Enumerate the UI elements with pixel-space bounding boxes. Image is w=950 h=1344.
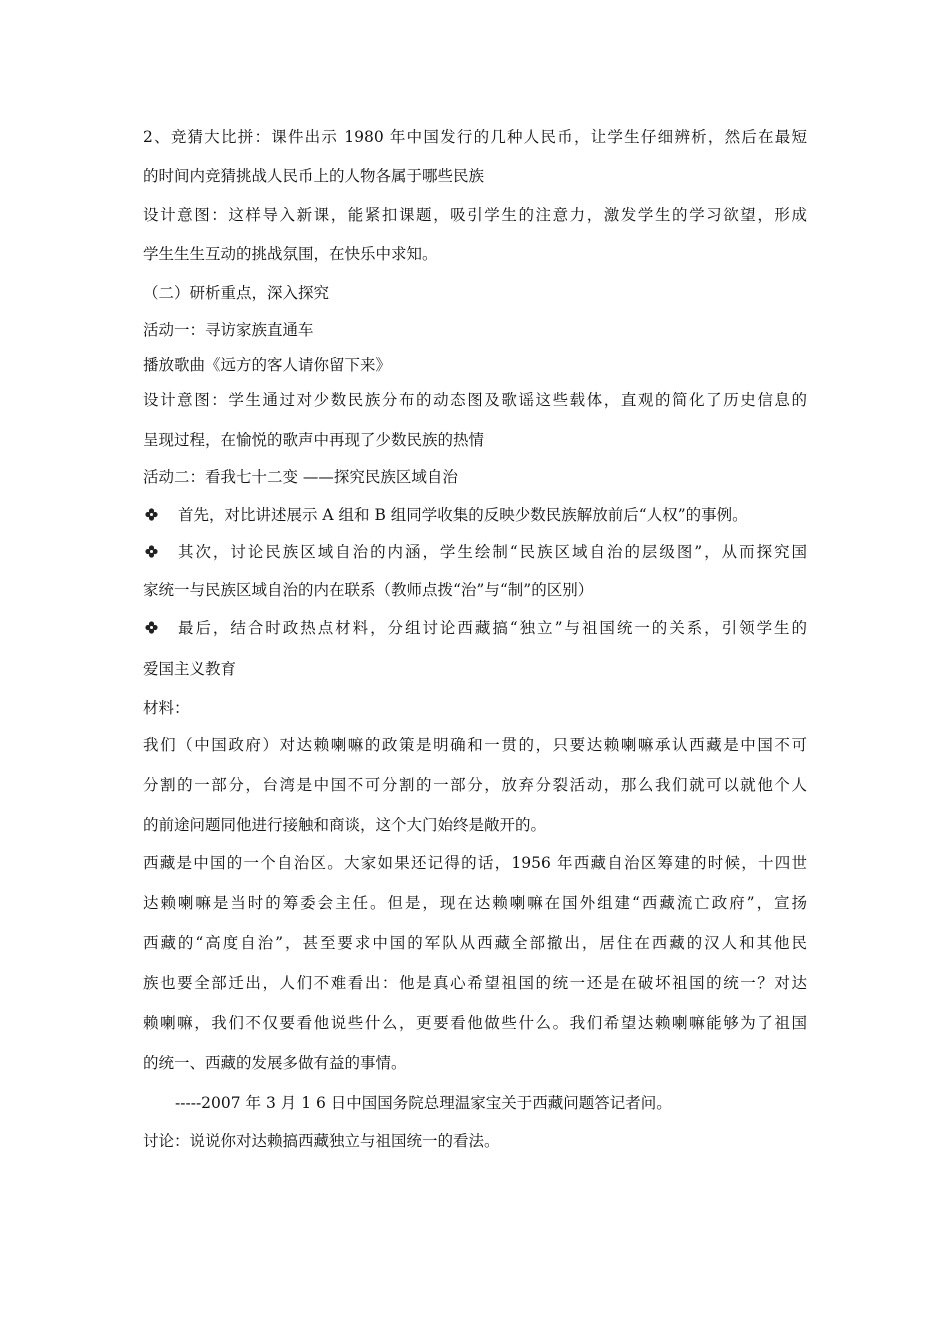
paragraph-line: 2、竞猜大比拼：课件出示 1980 年中国发行的几种人民币，让学生仔细辨析，然后在最短 [143, 128, 807, 146]
flower-bullet-icon [145, 508, 158, 521]
quote-line: 西藏是中国的一个自治区。大家如果还记得的话，1956 年西藏自治区筹建的时候，十四世 [143, 854, 807, 872]
quote-source: -----2007 年 3 月 1 6 日中国国务院总理温家宝关于西藏问题答记者问。 [175, 1094, 672, 1112]
paragraph-line: 爱国主义教育 [143, 660, 237, 678]
quote-line: 达赖喇嘛是当时的筹委会主任。但是，现在达赖喇嘛在国外组建“西藏流亡政府”，宣扬 [143, 894, 807, 912]
quote-line: 的前途问题同他进行接触和商谈，这个大门始终是敞开的。 [143, 816, 547, 834]
quote-line: 我们（中国政府）对达赖喇嘛的政策是明确和一贯的，只要达赖喇嘛承认西藏是中国不可 [143, 736, 807, 754]
flower-bullet-icon [145, 545, 158, 558]
discussion-prompt: 讨论：说说你对达赖搞西藏独立与祖国统一的看法。 [143, 1132, 500, 1150]
paragraph-line: 设计意图：这样导入新课，能紧扣课题，吸引学生的注意力，激发学生的学习欲望，形成 [143, 206, 807, 224]
bullet-item-text: 首先，对比讲述展示 A 组和 B 组同学收集的反映少数民族解放前后“人权”的事例。 [178, 506, 748, 524]
quote-line: 的统一、西藏的发展多做有益的事情。 [143, 1054, 407, 1072]
quote-line: 族也要全部迁出，人们不难看出：他是真心希望祖国的统一还是在破坏祖国的统一？对达 [143, 974, 807, 992]
paragraph-line: 设计意图：学生通过对少数民族分布的动态图及歌谣这些载体，直观的简化了历史信息的 [143, 391, 807, 409]
flower-bullet-icon [145, 621, 158, 634]
paragraph-line: 学生生生互动的挑战氛围，在快乐中求知。 [143, 245, 438, 263]
activity-heading: 活动二：看我七十二变 ——探究民族区域自治 [143, 468, 458, 486]
paragraph-line: 家统一与民族区域自治的内在联系（教师点拨“治”与“制”的区别） [143, 581, 594, 599]
section-heading: （二）研析重点，深入探究 [143, 284, 330, 302]
bullet-item-text: 其次，讨论民族区域自治的内涵，学生绘制“民族区域自治的层级图”，从而探究国 [178, 543, 807, 561]
paragraph-line: 呈现过程，在愉悦的歌声中再现了少数民族的热情 [143, 431, 485, 449]
quote-line: 西藏的“高度自治”，甚至要求中国的军队从西藏全部撤出，居住在西藏的汉人和其他民 [143, 934, 807, 952]
paragraph-line: 的时间内竞猜挑战人民币上的人物各属于哪些民族 [143, 167, 485, 185]
quote-line: 分割的一部分，台湾是中国不可分割的一部分，放弃分裂活动，那么我们就可以就他个人 [143, 776, 807, 794]
quote-line: 赖喇嘛，我们不仅要看他说些什么，更要看他做些什么。我们希望达赖喇嘛能够为了祖国 [143, 1014, 807, 1032]
bullet-item-text: 最后，结合时政热点材料，分组讨论西藏搞“独立”与祖国统一的关系，引领学生的 [178, 619, 807, 637]
material-label: 材料： [143, 699, 190, 717]
activity-heading: 活动一：寻访家族直通车 [143, 321, 314, 339]
paragraph-line: 播放歌曲《远方的客人请你留下来》 [143, 356, 392, 374]
